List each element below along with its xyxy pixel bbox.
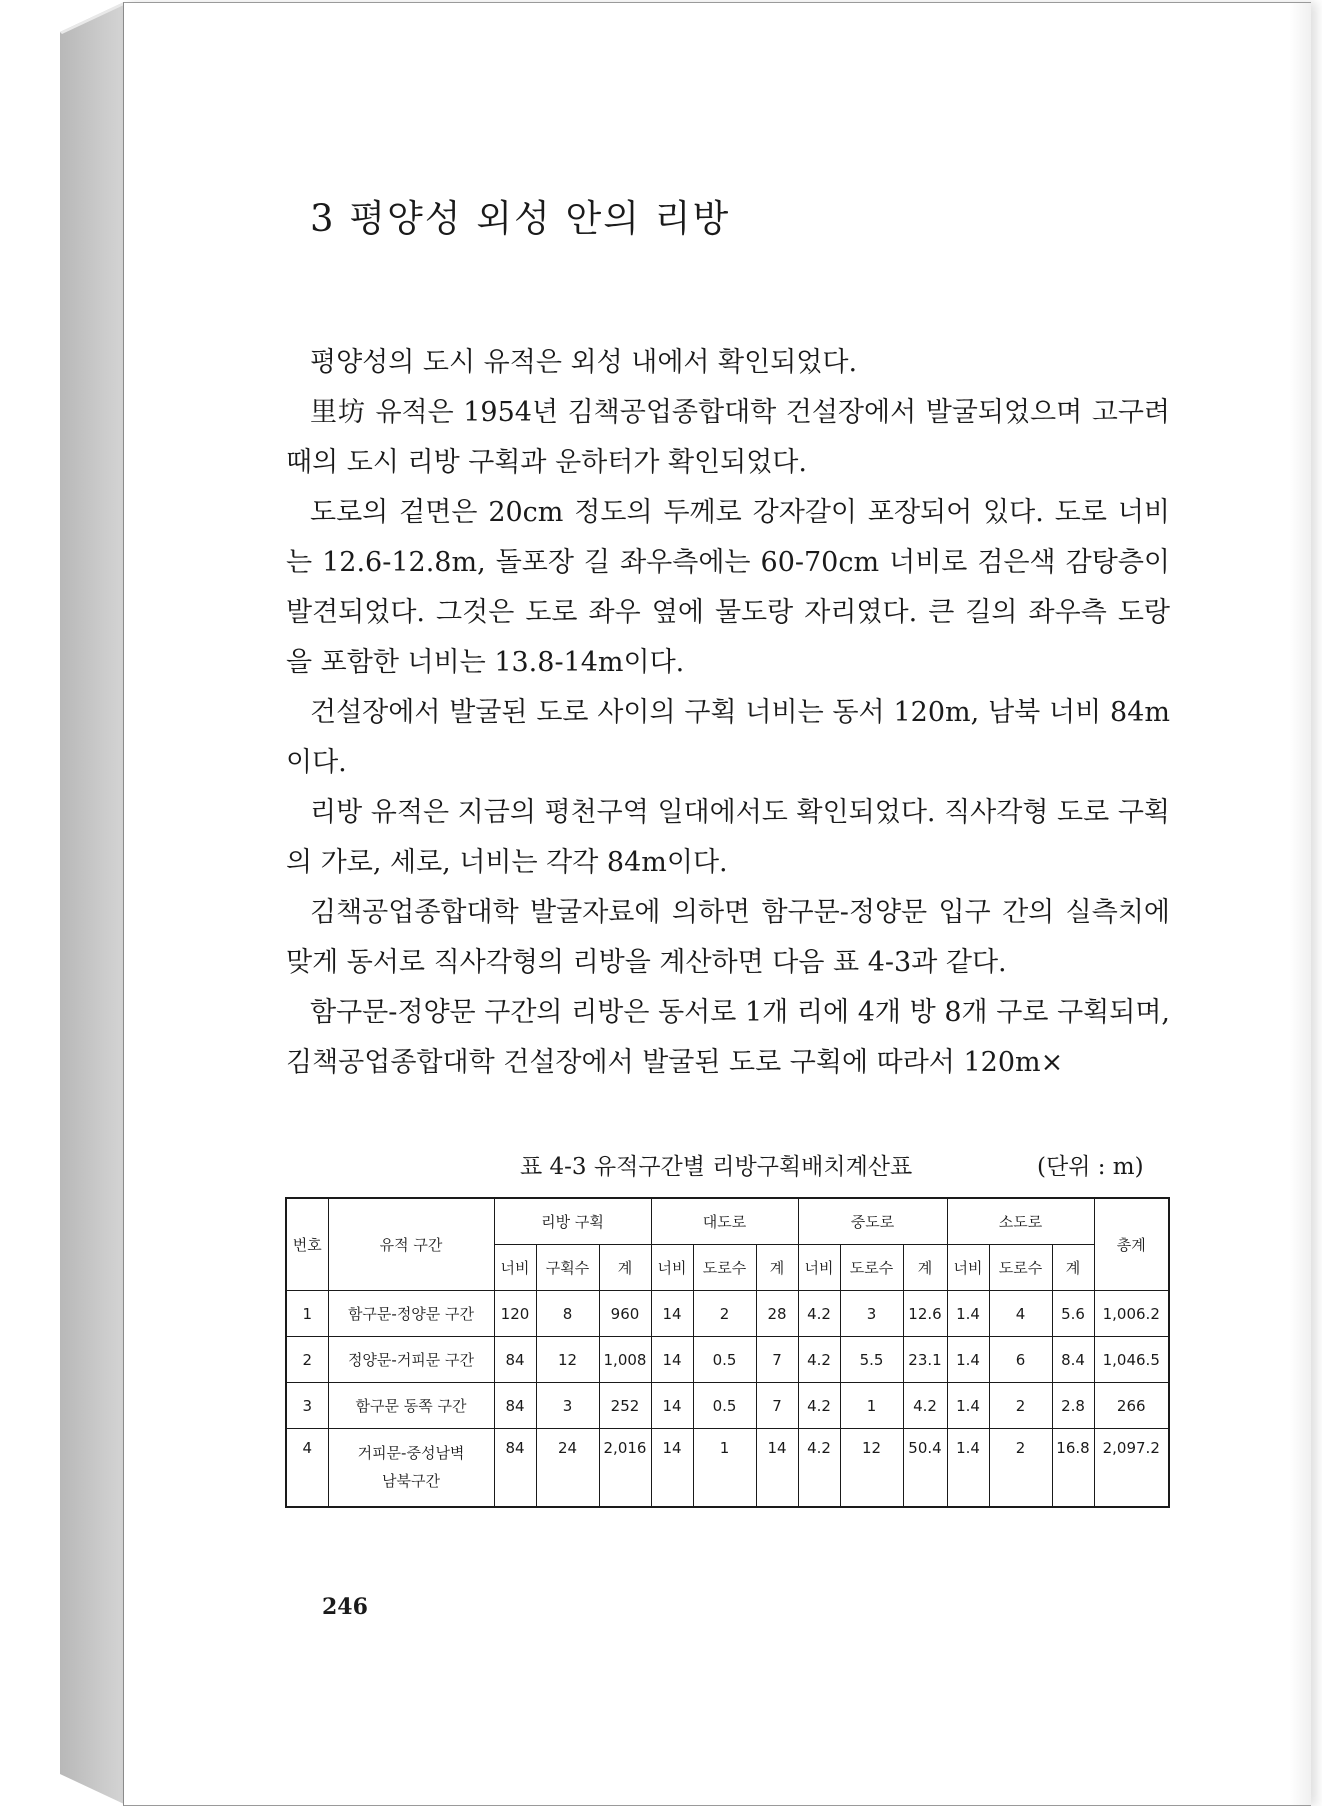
cell-dae-width: 14 (651, 1383, 693, 1429)
subheader-sum: 계 (756, 1245, 798, 1291)
page-shade (1289, 3, 1311, 1805)
cell-no: 2 (286, 1337, 328, 1383)
cell-total: 1,006.2 (1094, 1291, 1169, 1337)
cell-ribang-count: 12 (536, 1337, 599, 1383)
cell-total: 266 (1094, 1383, 1169, 1429)
paragraph: 김책공업종합대학 발굴자료에 의하면 함구문-정양문 입구 간의 실측치에 맞게 동서로 직사각형의 리방을 계산하면 다음 표 4-3과 같다. (286, 897, 1170, 978)
subheader-width: 너비 (651, 1245, 693, 1291)
header-area: 유적 구간 (328, 1198, 494, 1291)
cell-no: 1 (286, 1291, 328, 1337)
section-title: 3 평양성 외성 안의 리방 (310, 197, 731, 240)
cell-dae-width: 14 (651, 1291, 693, 1337)
cell-so-count: 4 (989, 1291, 1052, 1337)
cell-area (328, 1429, 494, 1507)
cell-so-sum: 5.6 (1052, 1291, 1094, 1337)
cell-total: 1,046.5 (1094, 1337, 1169, 1383)
cell-ribang-width: 120 (494, 1291, 536, 1337)
subheader-width: 너비 (798, 1245, 840, 1291)
table-header-row (286, 1198, 1169, 1245)
cell-so-count: 6 (989, 1337, 1052, 1383)
cell-area: 함구문 동쪽 구간 (328, 1383, 494, 1429)
cell-so-count: 2 (989, 1429, 1052, 1507)
subheader-sum: 계 (599, 1245, 651, 1291)
cell-no: 4 (286, 1429, 328, 1507)
header-no: 번호 (286, 1198, 328, 1291)
cell-so-width: 1.4 (947, 1383, 989, 1429)
cell-ribang-sum: 960 (599, 1291, 651, 1337)
cell-dae-width: 14 (651, 1429, 693, 1507)
header-jungdoro: 중도로 (798, 1198, 947, 1245)
subheader-road-count: 도로수 (693, 1245, 756, 1291)
paragraph: 함구문-정양문 구간의 리방은 동서로 1개 리에 4개 방 8개 구로 구획되며, 김책공업종합대학 건설장에서 발굴된 도로 구획에 따라서 120m× (286, 997, 1170, 1078)
cell-jung-count: 1 (840, 1383, 903, 1429)
table-row (286, 1429, 1169, 1507)
paragraph: 도로의 겉면은 20cm 정도의 두께로 강자갈이 포장되어 있다. 도로 너비는 12.6-12.8m, 돌포장 길 좌우측에는 60-70cm 너비로 검은색 감탕층이 발견되었다. 그것은 도로 좌우 옆에 물도랑 자리였다. 큰 길의 좌우측 도랑을 포함한 너비는 13.8-14m이다. (286, 497, 1170, 678)
cell-ribang-width: 84 (494, 1383, 536, 1429)
cell-dae-count: 0.5 (693, 1383, 756, 1429)
cell-jung-width: 4.2 (798, 1337, 840, 1383)
cell-dae-count: 1 (693, 1429, 756, 1507)
cell-jung-width: 4.2 (798, 1383, 840, 1429)
subheader-road-count: 도로수 (989, 1245, 1052, 1291)
cell-so-sum: 16.8 (1052, 1429, 1094, 1507)
cell-jung-sum: 50.4 (903, 1429, 947, 1507)
table-row (286, 1337, 1169, 1383)
subheader-width: 너비 (494, 1245, 536, 1291)
cell-dae-count: 0.5 (693, 1337, 756, 1383)
table-unit: (단위 : m) (1037, 1154, 1144, 1180)
cell-dae-sum: 14 (756, 1429, 798, 1507)
subheader-road-count: 도로수 (840, 1245, 903, 1291)
paragraph: 리방 유적은 지금의 평천구역 일대에서도 확인되었다. 직사각형 도로 구획의 가로, 세로, 너비는 각각 84m이다. (286, 797, 1170, 878)
paragraph: 里坊 유적은 1954년 김책공업종합대학 건설장에서 발굴되었으며 고구려 때의 도시 리방 구획과 운하터가 확인되었다. (286, 397, 1170, 478)
cell-so-sum: 8.4 (1052, 1337, 1094, 1383)
header-daedoro: 대도로 (651, 1198, 798, 1245)
cell-ribang-sum: 2,016 (599, 1429, 651, 1507)
header-ribang: 리방 구획 (494, 1198, 651, 1245)
ribang-table (285, 1197, 1170, 1508)
cell-dae-width: 14 (651, 1337, 693, 1383)
cell-jung-width: 4.2 (798, 1429, 840, 1507)
cell-dae-sum: 7 (756, 1337, 798, 1383)
paragraph: 건설장에서 발굴된 도로 사이의 구획 너비는 동서 120m, 남북 너비 84m이다. (286, 697, 1170, 778)
subheader-width: 너비 (947, 1245, 989, 1291)
cell-ribang-sum: 1,008 (599, 1337, 651, 1383)
cell-area: 함구문-정양문 구간 (328, 1291, 494, 1337)
body-text (286, 338, 1170, 1088)
cell-ribang-count: 3 (536, 1383, 599, 1429)
cell-dae-sum: 28 (756, 1291, 798, 1337)
subheader-sum: 계 (1052, 1245, 1094, 1291)
cell-ribang-width: 84 (494, 1429, 536, 1507)
table-caption: 표 4-3 유적구간별 리방구획배치계산표 (520, 1154, 913, 1180)
cell-jung-sum: 12.6 (903, 1291, 947, 1337)
cell-area-line: 남북구간 (382, 1472, 440, 1490)
cell-so-width: 1.4 (947, 1337, 989, 1383)
header-total: 총계 (1094, 1198, 1169, 1291)
cell-ribang-count: 8 (536, 1291, 599, 1337)
cell-so-count: 2 (989, 1383, 1052, 1429)
cell-area: 정양문-거피문 구간 (328, 1337, 494, 1383)
cell-so-sum: 2.8 (1052, 1383, 1094, 1429)
cell-dae-sum: 7 (756, 1383, 798, 1429)
table-row (286, 1383, 1169, 1429)
page-number: 246 (322, 1594, 368, 1620)
cell-ribang-count: 24 (536, 1429, 599, 1507)
cell-dae-count: 2 (693, 1291, 756, 1337)
cell-total: 2,097.2 (1094, 1429, 1169, 1507)
book-spine (60, 2, 124, 1804)
cell-area-line: 거피문-중성남벽 (357, 1444, 465, 1462)
cell-jung-count: 3 (840, 1291, 903, 1337)
cell-so-width: 1.4 (947, 1291, 989, 1337)
subheader-block-count: 구획수 (536, 1245, 599, 1291)
header-sodoro: 소도로 (947, 1198, 1094, 1245)
cell-jung-count: 12 (840, 1429, 903, 1507)
cell-jung-count: 5.5 (840, 1337, 903, 1383)
cell-so-width: 1.4 (947, 1429, 989, 1507)
subheader-sum: 계 (903, 1245, 947, 1291)
paragraph: 평양성의 도시 유적은 외성 내에서 확인되었다. (310, 347, 858, 378)
cell-ribang-sum: 252 (599, 1383, 651, 1429)
cell-ribang-width: 84 (494, 1337, 536, 1383)
cell-jung-width: 4.2 (798, 1291, 840, 1337)
table-row (286, 1291, 1169, 1337)
cell-jung-sum: 4.2 (903, 1383, 947, 1429)
cell-jung-sum: 23.1 (903, 1337, 947, 1383)
cell-no: 3 (286, 1383, 328, 1429)
